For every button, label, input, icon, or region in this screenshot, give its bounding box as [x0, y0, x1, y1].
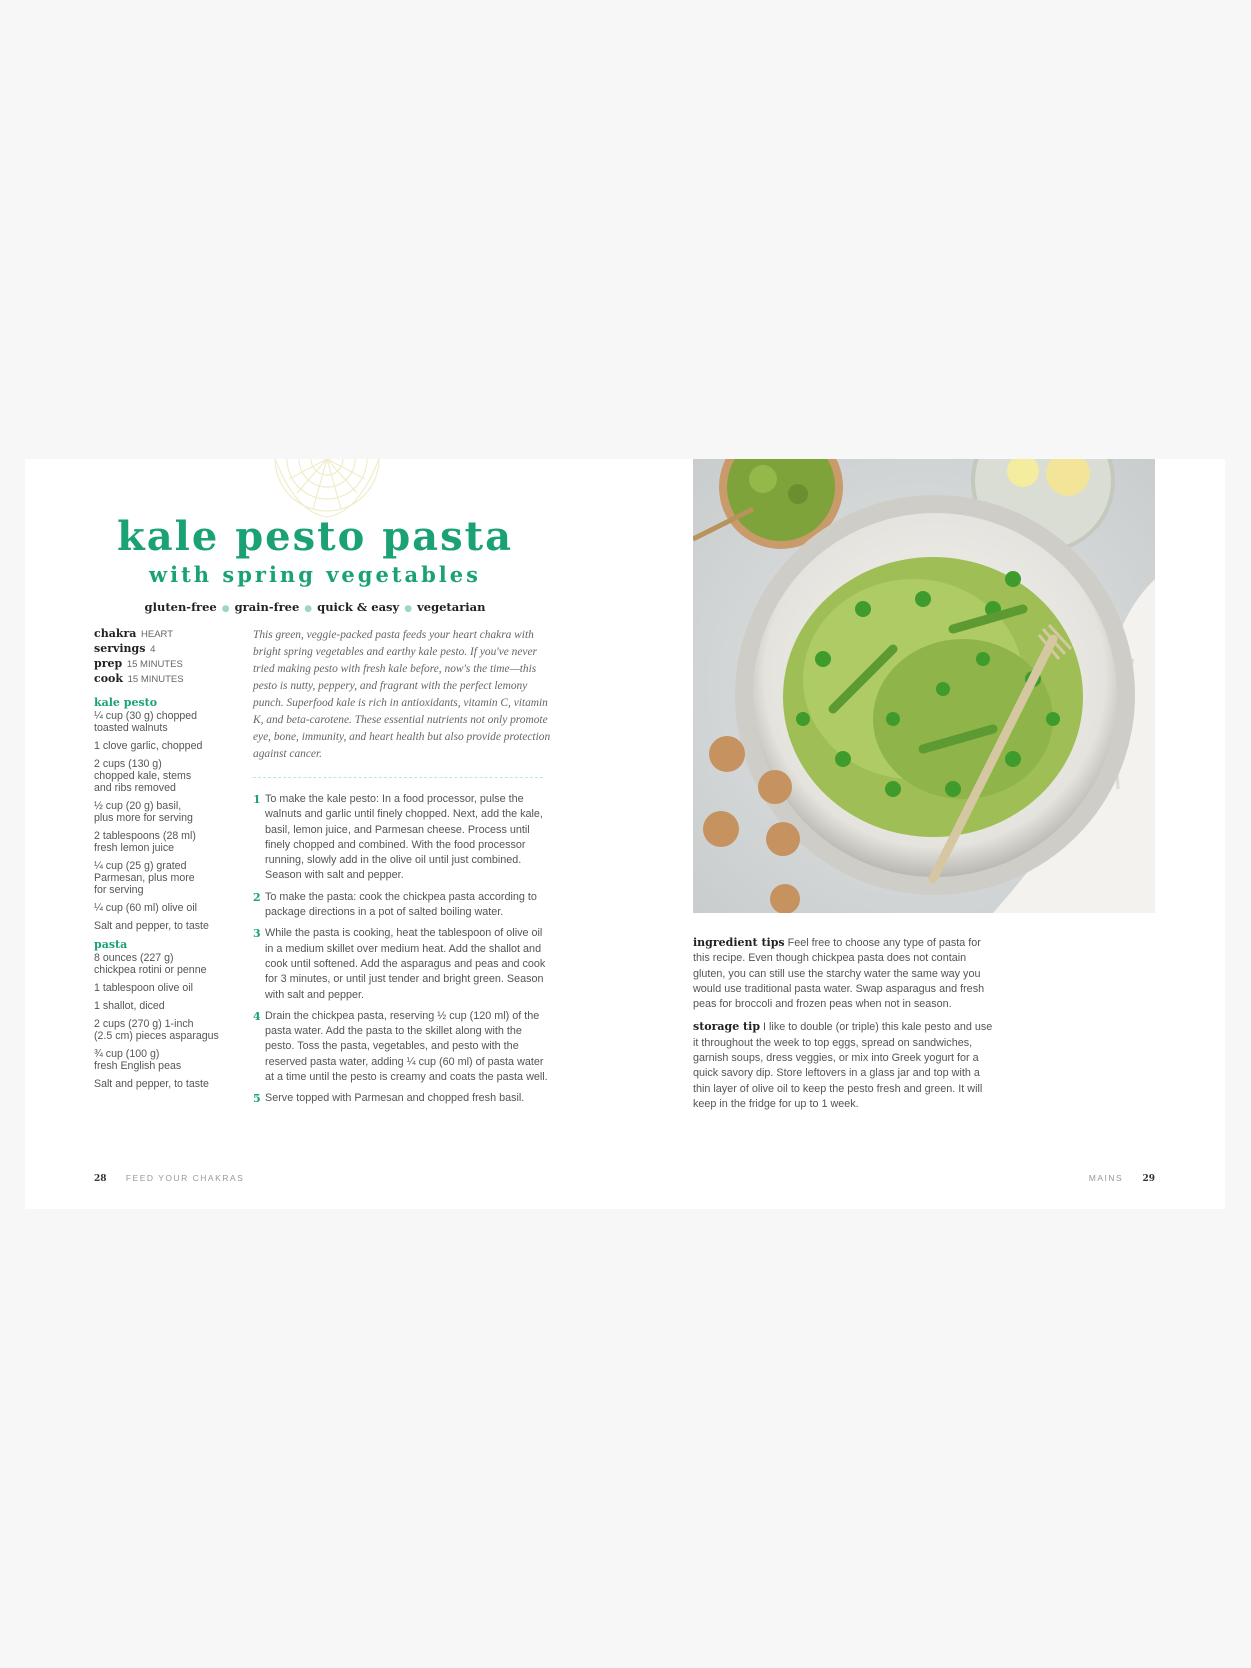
- ingredient-item: 1 clove garlic, chopped: [94, 740, 203, 752]
- tag-quick-easy: quick & easy: [317, 600, 400, 614]
- meta-prep: prep 15 MINUTES: [94, 657, 183, 670]
- tag-vegetarian: vegetarian: [417, 600, 486, 614]
- recipe-title: kale pesto pasta: [116, 513, 514, 560]
- ingredient-item: 8 ounces (227 g) chickpea rotini or penne: [94, 952, 207, 976]
- ingredient-item: ¼ cup (25 g) grated Parmesan, plus more for serving: [94, 860, 195, 896]
- ingredient-list: [94, 696, 234, 1096]
- book-spread: [25, 459, 1225, 1209]
- step-text: To make the kale pesto: In a food processor, pulse the walnuts and garlic until finely chopped. Next, add the kale, basil, lemon juice, and Parmesan cheese. Process until finely chopped and combined. With the food processor running, slowly add in the olive oil until just combined. Season with salt and pepper.: [265, 793, 543, 882]
- ingredient-item: Salt and pepper, to taste: [94, 920, 209, 932]
- tag-separator-icon: ●: [404, 604, 413, 614]
- step-text: Serve topped with Parmesan and chopped fresh basil.: [265, 1092, 525, 1105]
- diet-tags: [95, 600, 535, 614]
- recipe-intro: This green, veggie-packed pasta feeds your heart chakra with bright spring vegetables and earthy kale pesto. If you've never tried making pesto with fresh kale before, now's the time—this pesto is nutty, peppery, and fragrant with the perfect lemony punch. Superfood kale is rich in antioxidants, vitamin C, vitamin K, and beta-carotene. These essential nutrients not only promote eye, bone, immunity, and heart health but also provide protection against cancer.: [253, 629, 551, 760]
- recipe-steps: [253, 792, 553, 1113]
- ingredient-item: ¾ cup (100 g) fresh English peas: [94, 1048, 182, 1072]
- ingredient-item: ½ cup (20 g) basil, plus more for serving: [94, 800, 193, 824]
- ingredient-item: ¼ cup (60 ml) olive oil: [94, 902, 198, 914]
- ingredient-item: 2 cups (270 g) 1-inch (2.5 cm) pieces asparagus: [94, 1018, 219, 1042]
- ingredient-item: 1 tablespoon olive oil: [94, 982, 193, 994]
- running-head: FEED YOUR CHAKRAS: [125, 1173, 245, 1183]
- meta-servings: servings 4: [94, 642, 156, 655]
- storage-tip: [693, 1019, 993, 1112]
- meta-cook: cook 15 MINUTES: [94, 672, 184, 685]
- step-text: While the pasta is cooking, heat the tablespoon of olive oil in a medium skillet over medium heat. Add the shallot and cook until softened. Add the asparagus and peas and cook for 3 minutes, or until just tender and bright green. Season with salt and pepper.: [265, 927, 546, 1001]
- recipe-step: [253, 792, 553, 884]
- recipe-step: [253, 926, 553, 1002]
- tag-separator-icon: ●: [304, 604, 313, 614]
- left-page: [25, 459, 625, 1209]
- tip-label: storage tip: [693, 1020, 761, 1034]
- step-number: 4: [253, 1009, 261, 1023]
- recipe-step: [253, 1009, 553, 1085]
- mandala-ornament-icon: [267, 459, 387, 519]
- ingredient-item: 2 tablespoons (28 ml) fresh lemon juice: [94, 830, 196, 854]
- step-number: 5: [253, 1092, 261, 1106]
- tip-text: Feel free to choose any type of pasta for this recipe. Even though chickpea pasta does not contain gluten, you can still use the starchy water the same way you would use traditional pasta water. Swap asparagus and fresh peas for broccoli and frozen peas when not in season.: [693, 937, 985, 1011]
- step-number: 1: [253, 793, 261, 806]
- ingredient-item: 1 shallot, diced: [94, 1000, 165, 1012]
- recipe-tips: [693, 935, 993, 1119]
- right-folio: [1089, 1173, 1155, 1184]
- ingredient-item: ¼ cup (30 g) chopped toasted walnuts: [94, 710, 198, 734]
- recipe-title-block: [95, 514, 535, 614]
- ingredient-group-heading: pasta: [94, 938, 128, 951]
- page-number: 29: [1142, 1174, 1155, 1184]
- right-page: [625, 459, 1225, 1209]
- ingredient-tips: [693, 935, 993, 1012]
- tag-gluten-free: gluten-free: [144, 600, 217, 614]
- recipe-meta: [94, 627, 244, 687]
- meta-chakra: chakra HEART: [94, 627, 174, 640]
- ingredient-group-pasta: [94, 938, 234, 1090]
- recipe-step: [253, 890, 553, 921]
- step-number: 2: [253, 890, 261, 904]
- ingredient-group-kale-pesto: [94, 696, 234, 932]
- ingredient-group-heading: kale pesto: [94, 696, 158, 709]
- running-head: MAINS: [1088, 1173, 1124, 1183]
- step-text: To make the pasta: cook the chickpea pasta according to package directions in a pot of salted boiling water.: [265, 890, 537, 919]
- tip-text: I like to double (or triple) this kale pesto and use it throughout the week to top eggs, spread on sandwiches, garnish soups, dress veggies, or mix into Greek yogurt for a quick savory dip. Store leftovers in a glass jar and top with a thin layer of olive oil to keep the pesto fresh and green. It will keep in the fridge for up to 1 week.: [693, 1021, 993, 1110]
- step-number: 3: [253, 927, 261, 941]
- pasta-dish-photo: [693, 459, 1155, 913]
- ingredient-item: Salt and pepper, to taste: [94, 1078, 209, 1090]
- dashed-divider: [253, 777, 543, 778]
- tag-separator-icon: ●: [221, 604, 230, 614]
- tag-grain-free: grain-free: [234, 600, 300, 614]
- left-folio: [94, 1173, 244, 1184]
- ingredient-item: 2 cups (130 g) chopped kale, stems and ribs removed: [94, 758, 192, 794]
- recipe-subtitle: with spring vegetables: [149, 562, 481, 587]
- step-text: Drain the chickpea pasta, reserving ½ cup (120 ml) of the pasta water. Add the pasta to the skillet along with the pesto. Toss the pasta, vegetables, and pesto with the reserved pasta water, adding ¼ cup (60 ml) of pasta water at a time until the pesto is creamy and coats the pasta well.: [265, 1009, 548, 1084]
- recipe-step: [253, 1091, 553, 1106]
- tip-label: ingredient tips: [693, 936, 785, 949]
- page-number: 28: [94, 1174, 107, 1184]
